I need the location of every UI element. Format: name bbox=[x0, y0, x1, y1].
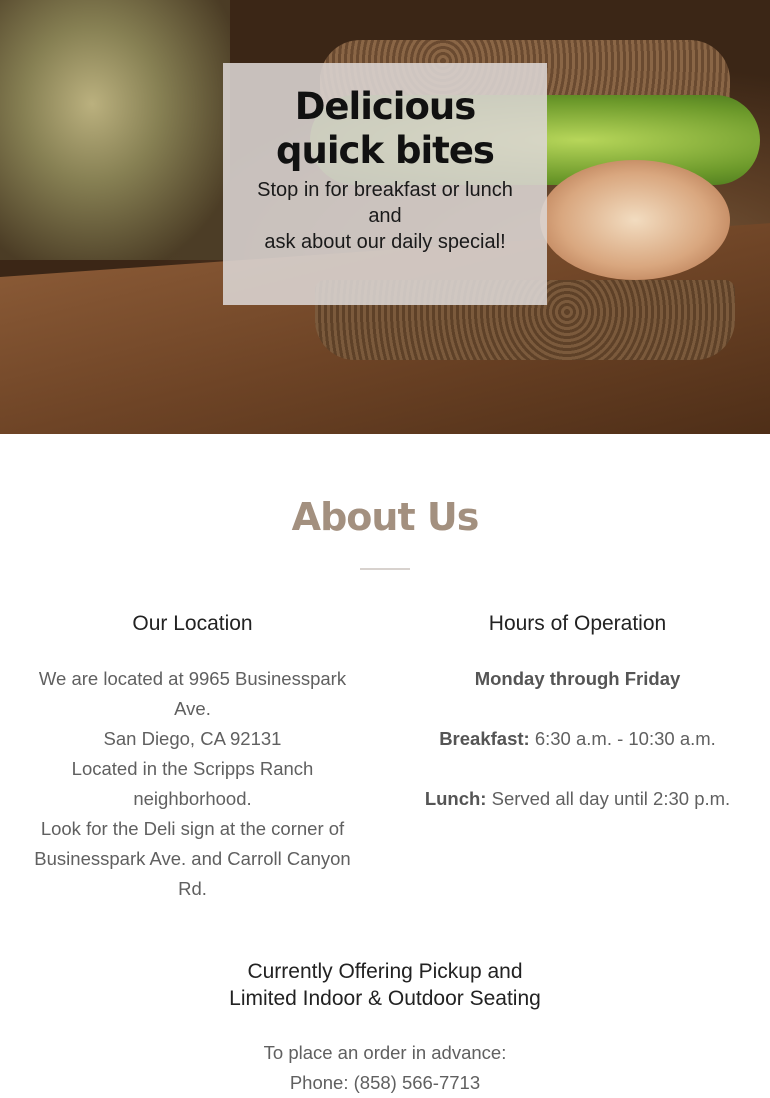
lunch-label: Lunch: bbox=[424, 788, 487, 809]
offering-heading-line2: Limited Indoor & Outdoor Seating bbox=[229, 987, 541, 1010]
hero-banner bbox=[0, 0, 770, 434]
order-info bbox=[0, 1038, 770, 1098]
location-text bbox=[0, 664, 385, 904]
about-title: About Us bbox=[291, 495, 479, 539]
hero-image-glass bbox=[0, 0, 230, 260]
hours-heading: Hours of Operation bbox=[488, 612, 667, 635]
offering-heading-line1: Currently Offering Pickup and bbox=[247, 960, 523, 983]
hero-subtitle-line1: Stop in for breakfast or lunch and bbox=[257, 179, 513, 227]
about-section bbox=[0, 434, 770, 1098]
phone-number[interactable]: Phone: (858) 566-7713 bbox=[289, 1072, 481, 1093]
hours-days: Monday through Friday bbox=[474, 668, 681, 689]
hero-subtitle-line2: ask about our daily special! bbox=[264, 231, 506, 253]
hero-caption bbox=[223, 63, 547, 305]
hours-column bbox=[385, 610, 770, 904]
location-line: Located in the Scripps Ranch neighborhood. bbox=[71, 758, 314, 809]
hero-image-meat bbox=[540, 160, 730, 280]
location-line: We are located at 9965 Businesspark Ave. bbox=[38, 668, 347, 719]
breakfast-hours: 6:30 a.m. - 10:30 a.m. bbox=[529, 728, 716, 749]
hero-title: Delicious quick bites bbox=[276, 85, 494, 172]
location-heading: Our Location bbox=[132, 612, 253, 635]
location-line: Look for the Deli sign at the corner of Businesspark Ave. and Carroll Canyon Rd. bbox=[34, 818, 351, 899]
offering-heading bbox=[0, 958, 770, 1012]
location-column bbox=[0, 610, 385, 904]
breakfast-label: Breakfast: bbox=[439, 728, 530, 749]
location-line: San Diego, CA 92131 bbox=[103, 728, 282, 749]
hours-text bbox=[385, 664, 770, 814]
offering-block bbox=[0, 958, 770, 1098]
hero-subtitle bbox=[243, 177, 527, 255]
order-line: To place an order in advance: bbox=[263, 1042, 507, 1063]
section-divider bbox=[360, 568, 410, 570]
lunch-hours: Served all day until 2:30 p.m. bbox=[486, 788, 731, 809]
